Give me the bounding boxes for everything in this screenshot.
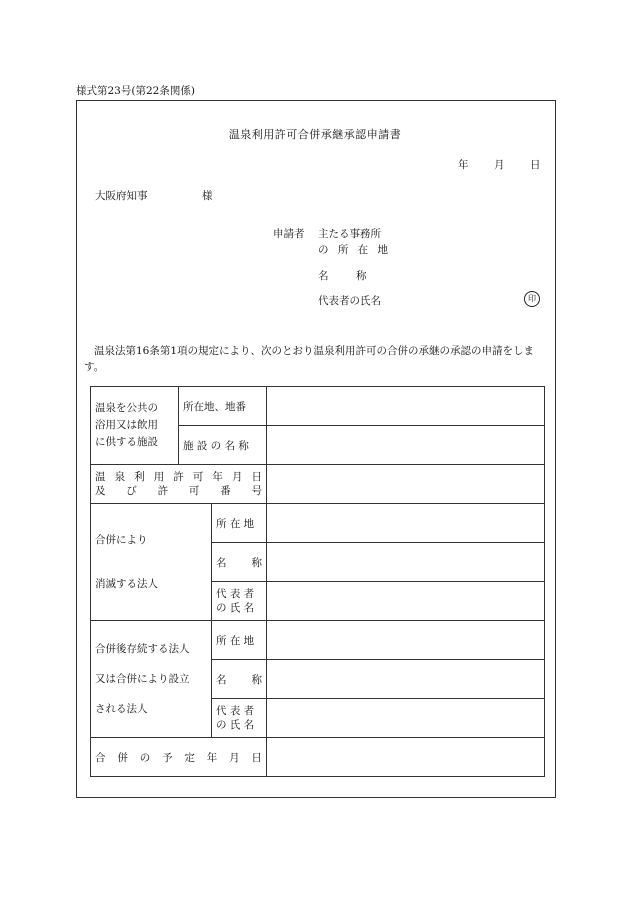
surviving-name-label: 名 称	[212, 660, 267, 699]
table-row	[91, 738, 545, 777]
extinct-name-field[interactable]	[267, 543, 545, 582]
extinct-location-field[interactable]	[267, 504, 545, 543]
table-row	[91, 387, 545, 426]
seal-mark: 印	[524, 291, 540, 307]
extinct-rep-field[interactable]	[267, 582, 545, 621]
surviving-rep-label: 代 表 者 の 氏 名	[212, 699, 267, 738]
application-table	[90, 386, 545, 777]
extinct-name-label: 名 称	[212, 543, 267, 582]
form-title: 温泉利用許可合併承継承認申請書	[228, 128, 402, 141]
table-row	[91, 621, 545, 660]
date-month: 月	[494, 159, 505, 171]
addressee-name: 大阪府知事	[95, 190, 148, 202]
applicant-label: 申請者	[273, 228, 305, 240]
permit-label	[91, 465, 267, 504]
applicant-name-label-part2: 称	[356, 270, 367, 282]
merger-date-field[interactable]	[267, 738, 545, 777]
facility-group-label: 温泉を公共の 浴用又は飲用 に供する施設	[91, 387, 179, 465]
extinct-location-label: 所 在 地	[212, 504, 267, 543]
surviving-location-field[interactable]	[267, 621, 545, 660]
surviving-name-field[interactable]	[267, 660, 545, 699]
addressee-honorific: 様	[202, 190, 213, 202]
surviving-rep-field[interactable]	[267, 699, 545, 738]
table-row	[91, 465, 545, 504]
facility-location-field[interactable]	[267, 387, 545, 426]
form-number: 様式第23号(第22条関係)	[76, 85, 195, 97]
date-day: 日	[530, 159, 541, 171]
extinct-rep-label: 代 表 者 の 氏 名	[212, 582, 267, 621]
surviving-location-label: 所 在 地	[212, 621, 267, 660]
permit-label-line2: 及 び 許 可 番 号	[95, 485, 262, 497]
facility-name-field[interactable]	[267, 426, 545, 465]
facility-name-label: 施 設 の 名 称	[179, 426, 267, 465]
table-row	[91, 504, 545, 543]
applicant-representative-label: 代表者の氏名	[318, 295, 381, 307]
merger-date-label: 合 併 の 予 定 年 月 日	[91, 738, 267, 777]
permit-field[interactable]	[267, 465, 545, 504]
date-year: 年	[458, 159, 469, 171]
applicant-name-label-part1: 名	[318, 270, 329, 282]
permit-label-line1: 温 泉 利 用 許 可 年 月 日	[95, 471, 262, 483]
surviving-corp-label: 合併後存続する法人 又は合併により設立 される法人	[91, 621, 212, 738]
facility-location-label: 所在地、地番	[179, 387, 267, 426]
body-text: 温泉法第16条第1項の規定により、次のとおり温泉利用許可の合併の承継の承認の申請をします。	[84, 345, 535, 373]
extinct-corp-label: 合併により 消滅する法人	[91, 504, 212, 621]
applicant-office-location-label: の 所 在 地	[318, 244, 392, 256]
applicant-office-label: 主たる事務所	[318, 228, 381, 240]
